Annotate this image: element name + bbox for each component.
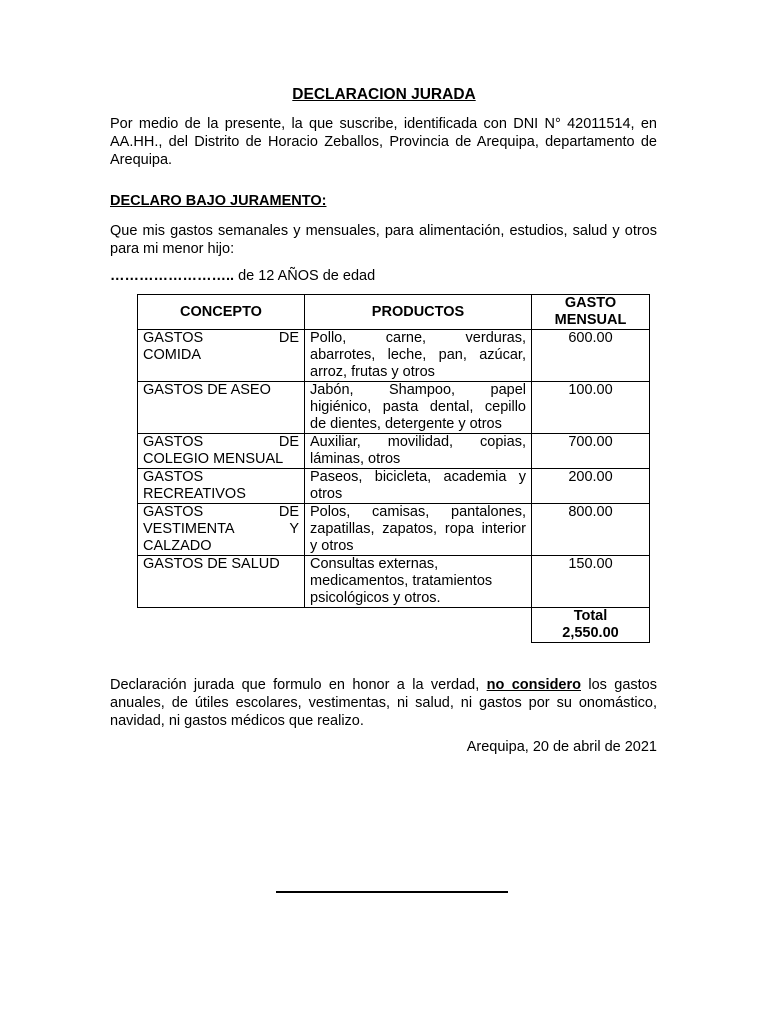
products-cell (305, 556, 532, 608)
concept-line: GASTOS DE (143, 434, 299, 450)
expense-rows (138, 330, 650, 608)
table-row (138, 382, 650, 434)
expenses-table (137, 294, 650, 643)
closing-text-before: Declaración jurada que formulo en honor a la verdad, (110, 677, 487, 693)
amount-cell: 150.00 (532, 556, 650, 608)
amount-cell: 700.00 (532, 434, 650, 469)
products-cell (305, 469, 532, 504)
product-line: arroz, frutas y otros (310, 364, 435, 380)
amount-cell: 200.00 (532, 469, 650, 504)
concept-line: CALZADO (143, 538, 212, 554)
age-text: de 12 AÑOS de edad (234, 268, 376, 284)
amount-cell: 800.00 (532, 504, 650, 556)
concept-cell (138, 382, 305, 434)
table-header-row (138, 295, 650, 330)
product-line: láminas, otros (310, 451, 401, 467)
products-cell (305, 382, 532, 434)
header-concept: CONCEPTO (138, 295, 305, 330)
closing-emphasis: no considero (486, 677, 581, 693)
product-line: abarrotes, leche, pan, azúcar, (310, 347, 526, 363)
product-line: higiénico, pasta dental, cepillo (310, 399, 526, 415)
product-line: Auxiliar, movilidad, copias, (310, 434, 526, 450)
signature-line (276, 891, 508, 893)
table-row (138, 434, 650, 469)
product-line: otros (310, 486, 343, 502)
product-line: Consultas externas, (310, 556, 439, 572)
concept-cell (138, 504, 305, 556)
total-cell (532, 608, 650, 643)
concept-line: GASTOS (143, 469, 204, 485)
concept-line: GASTOS DE (143, 330, 299, 346)
product-line: zapatillas, zapatos, ropa interior (310, 521, 526, 537)
products-cell (305, 504, 532, 556)
concept-line: COLEGIO MENSUAL (143, 451, 284, 467)
table-row (138, 469, 650, 504)
product-line: y otros (310, 538, 354, 554)
closing-text-after: los gastos anuales, de útiles escolares, vestimentas, ni salud, ni gastos por su onomástico, navidad, ni gastos médicos que realizo. (110, 677, 657, 729)
product-line: psicológicos y otros. (310, 590, 441, 606)
products-cell (305, 434, 532, 469)
declare-heading: DECLARO BAJO JURAMENTO: (110, 193, 327, 209)
age-placeholder-dots: …………………….. (110, 268, 235, 284)
concept-line: RECREATIVOS (143, 486, 246, 502)
concept-cell (138, 469, 305, 504)
header-amount-line1: GASTO (564, 295, 617, 311)
concept-line: COMIDA (143, 347, 201, 363)
concept-line: GASTOS DE SALUD (143, 556, 280, 572)
total-spacer (305, 608, 532, 643)
concept-line: VESTIMENTA Y (143, 521, 299, 537)
header-products: PRODUCTOS (305, 295, 532, 330)
products-cell (305, 330, 532, 382)
concept-cell (138, 434, 305, 469)
intro-paragraph: Por medio de la presente, la que suscribe, identificada con DNI N° 42011514, en AA.HH., del Distrito de Horacio Zeballos, Provincia de Arequipa, departamento de Arequipa. (110, 116, 657, 168)
concept-cell (138, 330, 305, 382)
total-spacer (138, 608, 305, 643)
product-line: Pollo, carne, verduras, (310, 330, 526, 346)
product-line: Polos, camisas, pantalones, (310, 504, 526, 520)
document-title: DECLARACION JURADA (292, 86, 476, 103)
total-label: Total (573, 608, 608, 624)
concept-cell (138, 556, 305, 608)
table-row (138, 330, 650, 382)
place-and-date: Arequipa, 20 de abril de 2021 (466, 739, 657, 755)
product-line: medicamentos, tratamientos (310, 573, 493, 589)
product-line: Jabón, Shampoo, papel (310, 382, 526, 398)
total-value: 2,550.00 (562, 625, 619, 641)
expenses-paragraph: Que mis gastos semanales y mensuales, para alimentación, estudios, salud y otros para mi menor hijo: (110, 223, 657, 257)
closing-paragraph (110, 676, 657, 730)
child-age-line (110, 267, 375, 285)
product-line: de dientes, detergente y otros (310, 416, 502, 432)
header-amount-line2: MENSUAL (554, 312, 627, 328)
concept-line: GASTOS DE ASEO (143, 382, 271, 398)
table-row (138, 556, 650, 608)
table-row (138, 504, 650, 556)
concept-line: GASTOS DE (143, 504, 299, 520)
amount-cell: 100.00 (532, 382, 650, 434)
total-row (138, 608, 650, 643)
amount-cell: 600.00 (532, 330, 650, 382)
header-amount (532, 295, 650, 330)
product-line: Paseos, bicicleta, academia y (310, 469, 526, 485)
